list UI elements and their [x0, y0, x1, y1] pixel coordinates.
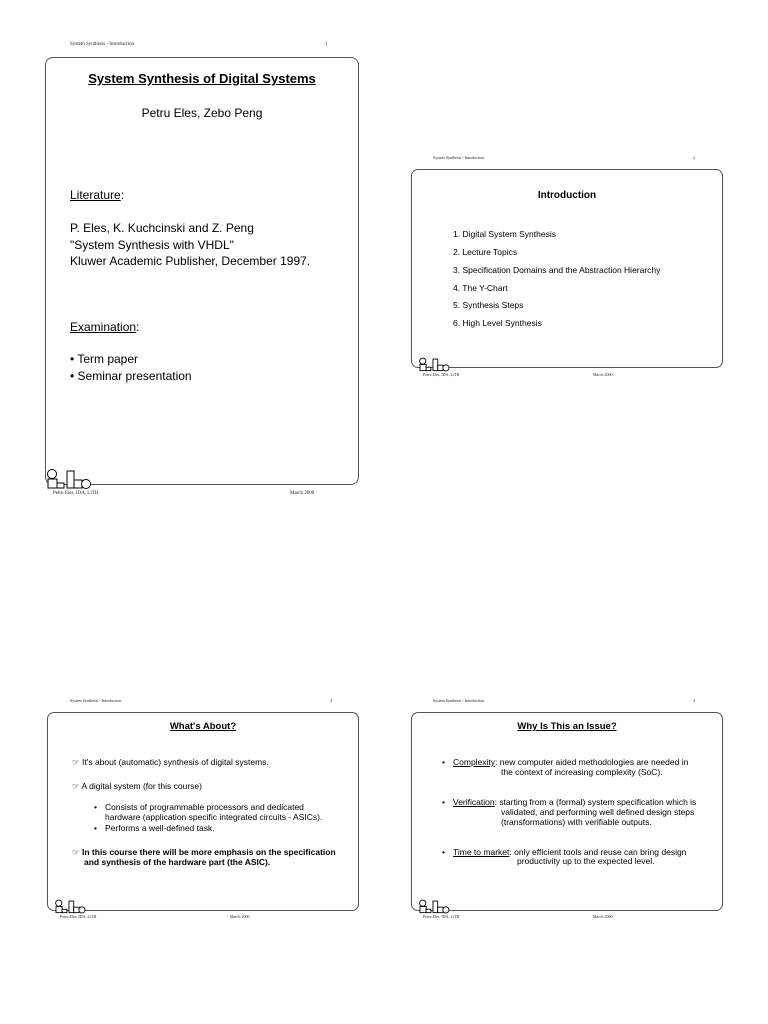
- exam-item-term-paper: • Term paper: [70, 352, 139, 366]
- complexity-text-1: : new computer aided methodologies are needed in: [495, 757, 689, 767]
- slide-4-bullet-3: [442, 847, 445, 857]
- literature-colon: :: [120, 188, 125, 202]
- pointing-hand-icon: ☞: [72, 757, 80, 767]
- slide-3-footer-date: March 2000: [230, 914, 250, 919]
- slide-4-header-title: System Synthesis - Introduction: [433, 698, 485, 703]
- slide-3-point-1: [72, 757, 269, 767]
- pointing-hand-icon: ☞: [72, 781, 80, 791]
- slide-2-footer-author: Petru Eles, IDA, LiTH: [423, 372, 460, 377]
- slide-1-footer-date: March 2000: [290, 491, 315, 496]
- slide-4-bullet-1-line-1: [453, 757, 688, 767]
- agenda-item-3: 3. Specification Domains and the Abstraction Hierarchy: [453, 265, 661, 275]
- slide-3-subpoint-2-text: Performs a well-defined task.: [105, 823, 215, 833]
- agenda-item-4: 4. The Y-Chart: [453, 283, 508, 293]
- slide-1-title: System Synthesis of Digital Systems: [88, 71, 316, 86]
- pointing-hand-icon: ☞: [72, 847, 80, 857]
- exam-item-seminar: • Seminar presentation: [70, 369, 192, 383]
- slide-4-footer-date: March 2000: [593, 914, 613, 919]
- slide-3-footer-author: Petru Eles, IDA, LiTH: [60, 914, 97, 919]
- ida-logo-icon: [54, 899, 88, 914]
- slide-1-frame: [45, 57, 359, 485]
- slide-2-title: Introduction: [537, 190, 597, 201]
- complexity-text-2: the context of increasing complexity (SoC).: [501, 767, 663, 777]
- agenda-item-6: 6. High Level Synthesis: [453, 318, 542, 328]
- bullet-icon: •: [94, 802, 97, 812]
- verification-text-1: : starting from a (formal) system specification which is: [494, 797, 697, 807]
- slide-3-subpoint-2: [94, 823, 97, 833]
- ida-logo-icon: [46, 468, 94, 490]
- examination-heading: [70, 319, 139, 335]
- time-to-market-label: Time to market: [453, 847, 510, 857]
- slide-3-subpoint-1-line-2: hardware (application specific integrated circuits - ASICs).: [105, 812, 323, 822]
- literature-label: Literature: [70, 188, 121, 202]
- slide-2-footer-date: March 2000: [593, 372, 613, 377]
- ida-logo-icon: [418, 899, 452, 914]
- reference-line-1: P. Eles, K. Kuchcinski and Z. Peng: [70, 221, 254, 235]
- slide-4-bullet-2-line-1: [453, 797, 696, 807]
- literature-heading: [70, 187, 124, 203]
- agenda-item-2: 2. Lecture Topics: [453, 247, 518, 257]
- bullet-icon: •: [442, 847, 445, 857]
- bullet-icon: •: [442, 757, 445, 767]
- examination-label: Examination: [70, 320, 137, 334]
- slide-1-header-title: System Synthesis - Introduction: [70, 42, 135, 47]
- agenda-item-5: 5. Synthesis Steps: [453, 300, 524, 310]
- slide-3-subpoint-1-line-1: Consists of programmable processors and dedicated: [105, 802, 304, 812]
- slide-3-point-3-line-1: In this course there will be more emphasis on the specification: [82, 847, 336, 857]
- slide-2-header-title: System Synthesis - Introduction: [433, 155, 485, 160]
- slide-3-point-1-text: It's about (automatic) synthesis of digital systems.: [82, 757, 269, 767]
- slide-1-footer-author: Petru Eles, IDA, LiTH: [53, 491, 99, 496]
- verification-text-3: (transformations) with verifiable outputs.: [501, 817, 652, 827]
- slide-4-footer-author: Petru Eles, IDA, LiTH: [423, 914, 460, 919]
- reference-line-2: "System Synthesis with VHDL": [70, 238, 234, 252]
- slide-4-bullet-1: [442, 757, 445, 767]
- slide-4-page-number: 4: [693, 698, 695, 703]
- slide-3-point-2-text: A digital system (for this course): [81, 781, 202, 791]
- verification-text-2: validated, and performing well defined design steps: [501, 807, 695, 817]
- slide-4-bullet-2: [442, 797, 445, 807]
- ida-logo-icon: [418, 357, 452, 372]
- slide-3-point-2: [72, 781, 202, 791]
- slide-3-header-title: System Synthesis - Introduction: [70, 698, 122, 703]
- slide-2-page-number: 2: [693, 155, 695, 160]
- slide-3-subpoint-1: [94, 802, 97, 812]
- complexity-label: Complexity: [453, 757, 496, 767]
- bullet-icon: •: [94, 823, 97, 833]
- verification-label: Verification: [453, 797, 495, 807]
- time-to-market-text-2: productivity up to the expected level.: [517, 856, 655, 866]
- time-to-market-text-1: : only efficient tools and reuse can bring design: [509, 847, 687, 857]
- agenda-item-1: 1. Digital System Synthesis: [453, 229, 556, 239]
- examination-colon: :: [136, 320, 140, 334]
- slide-3-point-3: [72, 847, 336, 857]
- slide-1-page-number: 1: [325, 42, 328, 47]
- slide-3-point-3-line-2: and synthesis of the hardware part (the ASIC).: [84, 857, 271, 867]
- bullet-icon: •: [442, 797, 445, 807]
- slide-3-title: What's About?: [169, 721, 237, 732]
- slide-3-page-number: 3: [330, 698, 332, 703]
- slide-1-authors: Petru Eles, Zebo Peng: [141, 106, 263, 120]
- slide-4-title: Why Is This an Issue?: [517, 721, 617, 732]
- reference-line-3: Kluwer Academic Publisher, December 1997.: [70, 254, 311, 268]
